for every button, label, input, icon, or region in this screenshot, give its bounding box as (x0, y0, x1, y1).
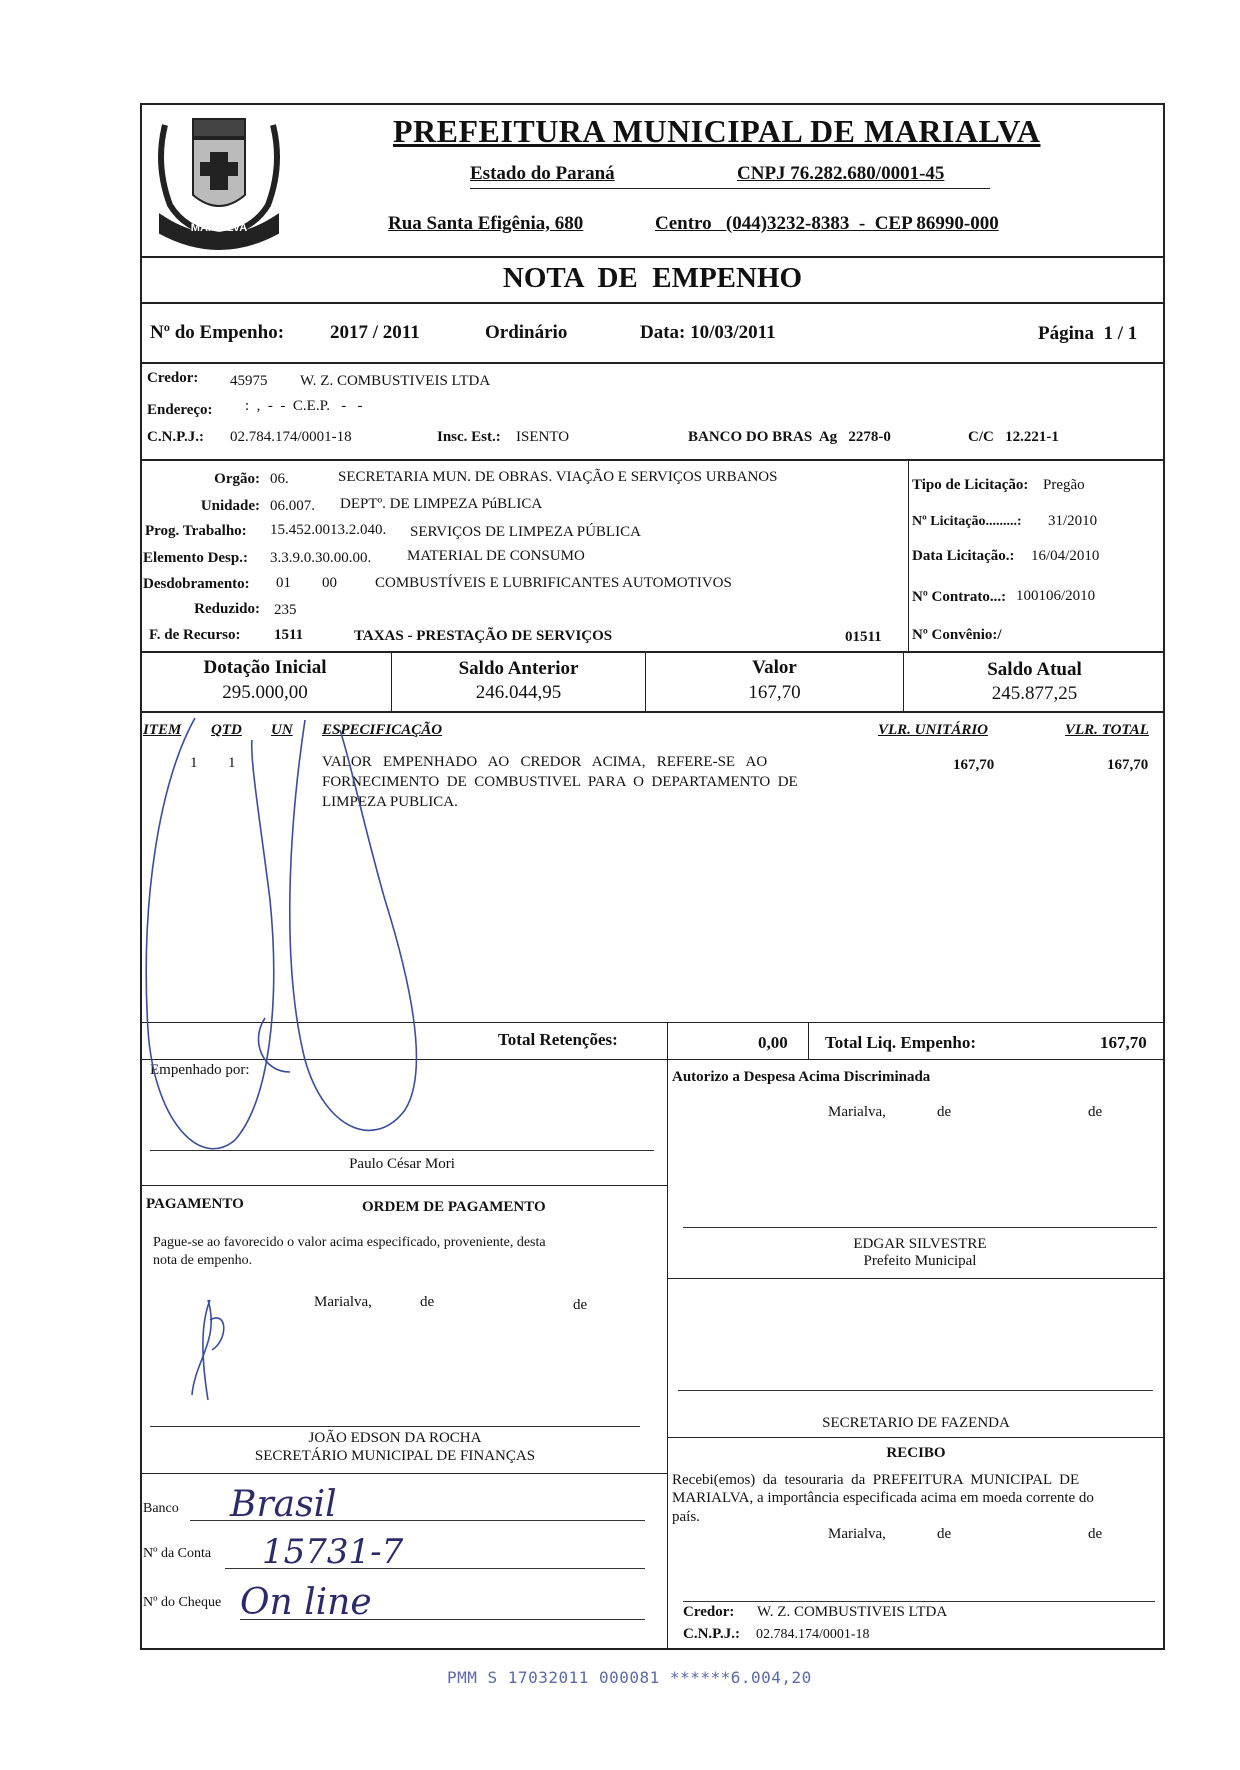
prefeitura-title: PREFEITURA MUNICIPAL DE MARIALVA (393, 113, 1041, 149)
valor-label: Valor (752, 657, 797, 678)
convenio-label: Nº Convênio:/ (912, 627, 1002, 643)
recibo-text-line3: país. (672, 1509, 700, 1525)
pagamento-place: Marialva, (314, 1294, 372, 1310)
recibo-text-line2: MARIALVA, a importância especificada acima em moeda corrente do (672, 1490, 1094, 1506)
recurso-code: 1511 (274, 627, 304, 643)
header-espec: ESPECIFICAÇÃO (322, 722, 443, 738)
empenho-number: 2017 / 2011 (330, 322, 420, 343)
secretario-fazenda-role: SECRETARIO DE FAZENDA (822, 1415, 1010, 1431)
header-unit: VLR. UNITÁRIO (878, 722, 989, 738)
recibo-place: Marialva, (828, 1526, 886, 1542)
recurso-label: F. de Recurso: (149, 627, 241, 643)
recurso-desc: TAXAS - PRESTAÇÃO DE SERVIÇOS (354, 628, 613, 644)
unidade-code: 06.007. (270, 498, 315, 514)
anterior-label: Saldo Anterior (458, 658, 579, 679)
tipo-licitacao-label: Tipo de Licitação: (912, 477, 1029, 493)
district-phone-cep: Centro (044)3232-8383 - CEP 86990-000 (655, 213, 999, 234)
item-qtd: 1 (228, 755, 236, 771)
recurso-code2: 01511 (845, 629, 882, 645)
credor-label: Credor: (147, 370, 199, 386)
cnpj-label: CNPJ 76.282.680/0001-45 (737, 163, 945, 184)
item-spec-line3: LIMPEZA PUBLICA. (322, 794, 458, 810)
data-licitacao-label: Data Licitação.: (912, 548, 1015, 564)
page-number: Página 1 / 1 (1038, 323, 1138, 344)
banco-handwritten: Brasil (230, 1484, 337, 1525)
pagamento-label: PAGAMENTO (146, 1196, 244, 1212)
footer-stamp: PMM S 17032011 000081 ******6.004,20 (447, 1668, 812, 1687)
cnpj-credor-value: 02.784.174/0001-18 (230, 429, 352, 445)
state-label: Estado do Paraná (470, 163, 615, 184)
empenho-type: Ordinário (485, 322, 568, 343)
retencoes-label: Total Retenções: (498, 1030, 618, 1049)
unidade-desc: DEPTº. DE LIMPEZA PúBLICA (340, 496, 543, 512)
conta-corrente: C/C 12.221-1 (968, 429, 1059, 445)
header-item: ITEM (143, 722, 182, 738)
conta-label: Nº da Conta (143, 1546, 212, 1561)
coat-of-arms-logo (145, 105, 293, 251)
atual-label: Saldo Atual (987, 659, 1082, 680)
item-spec-line2: FORNECIMENTO DE COMBUSTIVEL PARA O DEPARTAMENTO DE (322, 774, 798, 790)
recibo-credor-value: W. Z. COMBUSTIVEIS LTDA (757, 1604, 948, 1620)
ordem-pagamento-label: ORDEM DE PAGAMENTO (362, 1199, 546, 1215)
banco-label: Banco (143, 1501, 179, 1516)
item-spec-line1: VALOR EMPENHADO AO CREDOR ACIMA, REFERE-SE AO (322, 754, 768, 770)
svg-text:MARIALVA: MARIALVA (190, 222, 248, 234)
prefeito-role: Prefeito Municipal (863, 1253, 977, 1269)
dotacao-label: Dotação Inicial (203, 657, 327, 678)
reduzido-label: Reduzido: (194, 601, 260, 617)
pagamento-de1: de (420, 1294, 435, 1310)
credor-name: W. Z. COMBUSTIVEIS LTDA (300, 373, 491, 389)
header-un: UN (271, 722, 293, 738)
prog-code: 15.452.0013.2.040. (270, 522, 387, 538)
empenhado-label: Empenhado por: (150, 1062, 250, 1078)
prog-desc: SERVIÇOS DE LIMPEZA PÚBLICA (410, 524, 641, 540)
anterior-value: 246.044,95 (475, 682, 562, 703)
dotacao-value: 295.000,00 (222, 682, 308, 703)
recibo-de2: de (1088, 1526, 1103, 1542)
num-licitacao-value: 31/2010 (1048, 513, 1098, 529)
cheque-label: Nº do Cheque (143, 1595, 222, 1610)
document-title: NOTA DE EMPENHO (502, 262, 803, 294)
prog-label: Prog. Trabalho: (145, 523, 247, 539)
liquido-value: 167,70 (1100, 1033, 1147, 1052)
desd-desc: COMBUSTÍVEIS E LUBRIFICANTES AUTOMOTIVOS (375, 575, 732, 591)
recibo-de1: de (937, 1526, 952, 1542)
retencoes-value: 0,00 (758, 1033, 788, 1052)
empenho-label: Nº do Empenho: (150, 322, 285, 343)
desd-code2: 00 (322, 575, 337, 591)
autorizo-label: Autorizo a Despesa Acima Discriminada (672, 1069, 931, 1085)
autorizo-de2: de (1088, 1104, 1103, 1120)
conta-handwritten: 15731-7 (262, 1532, 404, 1572)
pagamento-de2: de (573, 1297, 588, 1313)
prefeito-name: EDGAR SILVESTRE (853, 1236, 987, 1252)
autorizo-de1: de (937, 1104, 952, 1120)
data-licitacao-value: 16/04/2010 (1031, 548, 1100, 564)
num-licitacao-label: Nº Licitação.........: (912, 514, 1022, 529)
pagamento-text-line1: Pague-se ao favorecido o valor acima especificado, proveniente, desta (153, 1235, 546, 1250)
pagamento-text-line2: nota de empenho. (153, 1253, 253, 1268)
contrato-label: Nº Contrato...: (912, 589, 1007, 605)
item-number: 1 (190, 755, 198, 771)
address-label: Rua Santa Efigênia, 680 (388, 213, 584, 234)
autorizo-place: Marialva, (828, 1104, 886, 1120)
valor-value: 167,70 (748, 682, 801, 703)
unidade-label: Unidade: (200, 498, 260, 514)
credor-code: 45975 (230, 373, 268, 389)
endereco-label: Endereço: (147, 402, 213, 418)
elem-code: 3.3.9.0.30.00.00. (270, 550, 372, 566)
orgao-label: Orgão: (214, 471, 260, 487)
secretario-financas-name: JOÃO EDSON DA ROCHA (308, 1430, 482, 1446)
reduzido-value: 235 (274, 602, 297, 618)
recibo-text-line1: Recebi(emos) da tesouraria da PREFEITURA MUNICIPAL DE (672, 1472, 1080, 1488)
banco-info: BANCO DO BRAS Ag 2278-0 (688, 429, 891, 445)
recibo-title: RECIBO (886, 1445, 946, 1461)
desd-label: Desdobramento: (143, 576, 250, 592)
recibo-credor-label: Credor: (683, 1604, 735, 1620)
recibo-cnpj-label: C.N.P.J.: (683, 1626, 740, 1642)
recibo-cnpj-value: 02.784.174/0001-18 (756, 1627, 870, 1642)
insc-label: Insc. Est.: (437, 429, 501, 445)
header-qtd: QTD (211, 722, 242, 738)
desd-code1: 01 (276, 575, 291, 591)
empenhado-name: Paulo César Mori (349, 1156, 455, 1172)
secretario-financas-role: SECRETÁRIO MUNICIPAL DE FINANÇAS (254, 1448, 536, 1464)
empenho-date: Data: 10/03/2011 (640, 322, 776, 343)
endereco-value: : , - - C.E.P. - - (245, 398, 363, 414)
liquido-label: Total Liq. Empenho: (825, 1033, 976, 1052)
elem-label: Elemento Desp.: (143, 550, 248, 566)
insc-value: ISENTO (516, 429, 570, 445)
tipo-licitacao-value: Pregão (1043, 477, 1085, 493)
item-total-value: 167,70 (1107, 757, 1149, 773)
cnpj-credor-label: C.N.P.J.: (147, 429, 204, 445)
atual-value: 245.877,25 (991, 683, 1078, 704)
contrato-value: 100106/2010 (1016, 588, 1096, 604)
orgao-code: 06. (270, 471, 289, 487)
orgao-desc: SECRETARIA MUN. DE OBRAS. VIAÇÃO E SERVIÇOS URBANOS (338, 469, 778, 485)
item-unit-value: 167,70 (953, 757, 995, 773)
header-total: VLR. TOTAL (1065, 722, 1149, 738)
cheque-handwritten: On line (240, 1582, 372, 1623)
elem-desc: MATERIAL DE CONSUMO (407, 548, 585, 564)
